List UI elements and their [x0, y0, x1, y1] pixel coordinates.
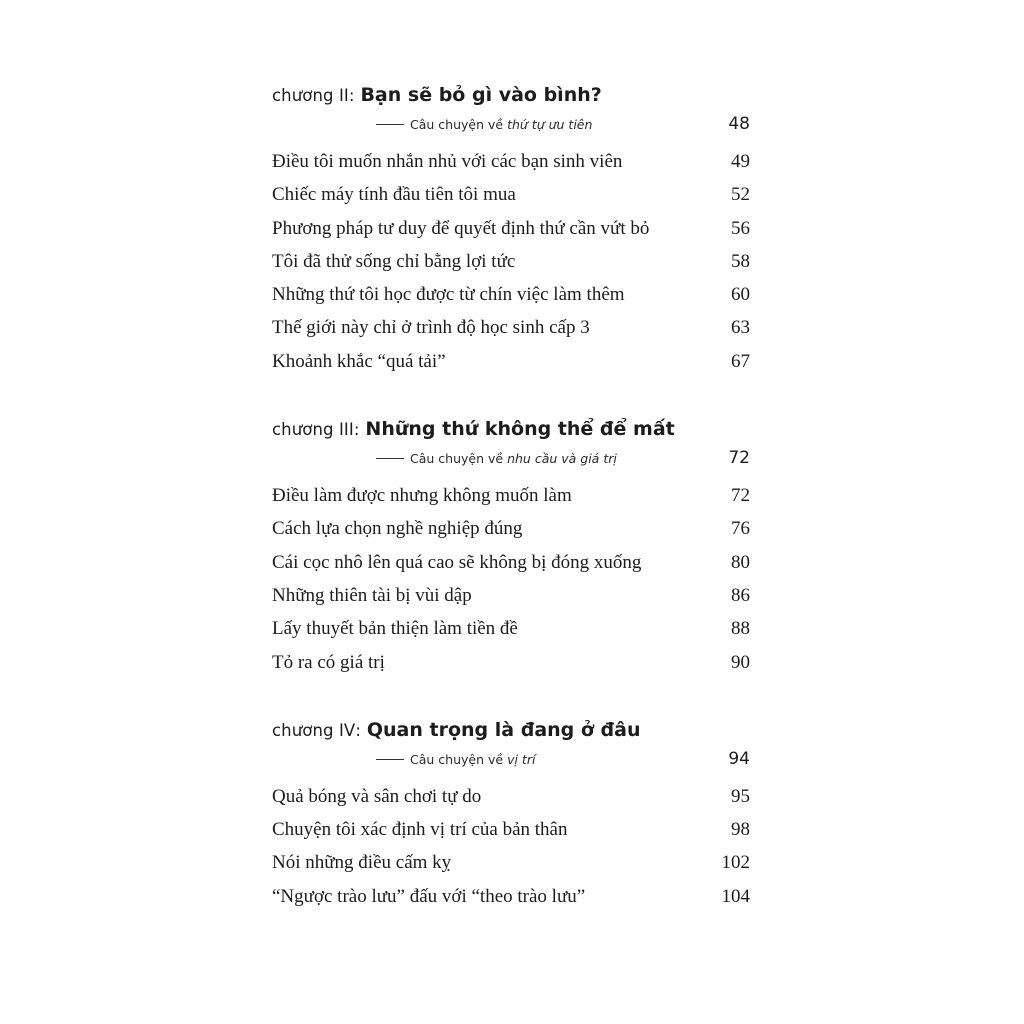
entry-page-number: 98 — [731, 819, 750, 841]
toc-entry — [272, 218, 750, 251]
entry-title: Nói những điều cấm kỵ — [272, 852, 452, 874]
chapter-section — [272, 418, 750, 685]
entry-title: Khoảnh khắc “quá tải” — [272, 350, 446, 372]
entry-title: Cách lựa chọn nghề nghiệp đúng — [272, 518, 523, 540]
chapter-subtitle-topic: thứ tự ưu tiên — [507, 117, 593, 132]
chapter-title: Những thứ không thể để mất — [365, 418, 675, 441]
toc-entry — [272, 786, 750, 819]
toc-entry — [272, 819, 750, 852]
em-dash-rule — [376, 458, 404, 459]
toc-entry — [272, 184, 750, 217]
entry-title: Phương pháp tư duy để quyết định thứ cần vứt bỏ — [272, 217, 650, 239]
chapter-page-number: 94 — [728, 748, 750, 769]
chapter-heading — [272, 418, 750, 448]
chapter-colon: : — [353, 420, 360, 440]
entry-title: Quả bóng và sân chơi tự do — [272, 785, 482, 807]
entry-title: Điều làm được nhưng không muốn làm — [272, 485, 572, 507]
toc-entry — [272, 618, 750, 651]
entry-page-number: 88 — [731, 618, 750, 640]
toc-entry — [272, 284, 750, 317]
entry-title: Những thứ tôi học được từ chín việc làm thêm — [272, 284, 625, 306]
toc-entry — [272, 151, 750, 184]
toc-entry — [272, 552, 750, 585]
chapter-subtitle-topic: nhu cầu và giá trị — [507, 451, 617, 467]
entry-page-number: 76 — [731, 518, 750, 540]
chapter-section — [272, 719, 750, 919]
entry-title: Tỏ ra có giá trị — [272, 651, 385, 673]
chapter-heading — [272, 84, 750, 114]
chapter-section — [272, 84, 750, 384]
table-of-contents — [272, 84, 750, 919]
em-dash-rule — [376, 124, 404, 125]
toc-entry — [272, 886, 750, 919]
entry-page-number: 102 — [721, 852, 750, 874]
chapter-label: chương III — [272, 420, 354, 440]
chapter-subtitle-row — [272, 114, 750, 146]
toc-entry — [272, 251, 750, 284]
chapter-subtitle-prefix: Câu chuyện về — [410, 451, 504, 467]
entry-page-number: 86 — [731, 584, 750, 606]
chapter-label: chương II — [272, 86, 349, 105]
toc-entry — [272, 852, 750, 885]
em-dash-rule — [376, 759, 404, 760]
toc-entry — [272, 518, 750, 551]
entry-title: Những thiên tài bị vùi dập — [272, 584, 472, 606]
entry-title: Cái cọc nhô lên quá cao sẽ không bị đóng xuống — [272, 551, 642, 573]
chapter-title: Quan trọng là đang ở đâu — [366, 718, 641, 741]
chapter-page-number: 48 — [728, 114, 750, 134]
toc-entry — [272, 652, 750, 685]
entry-page-number: 56 — [731, 217, 750, 239]
entry-page-number: 49 — [731, 151, 750, 172]
entry-title: “Ngược trào lưu” đấu với “theo trào lưu” — [272, 885, 586, 907]
entry-page-number: 104 — [721, 885, 750, 907]
entry-page-number: 80 — [731, 551, 750, 573]
chapter-title: Bạn sẽ bỏ gì vào bình? — [360, 84, 602, 106]
chapter-subtitle-row — [272, 749, 750, 781]
chapter-subtitle-topic: vị trí — [507, 751, 536, 767]
entry-page-number: 58 — [731, 250, 750, 272]
entry-page-number: 90 — [731, 651, 750, 673]
toc-entry — [272, 351, 750, 384]
chapter-subtitle-prefix: Câu chuyện về — [410, 117, 504, 132]
chapter-subtitle-row — [272, 448, 750, 480]
entry-title: Lấy thuyết bản thiện làm tiền đề — [272, 618, 518, 640]
entry-title: Chuyện tôi xác định vị trí của bản thân — [272, 819, 568, 841]
toc-entry — [272, 485, 750, 518]
entry-page-number: 95 — [731, 785, 750, 807]
chapter-colon: : — [355, 720, 361, 740]
chapter-label: chương IV — [272, 720, 356, 740]
chapter-heading — [272, 719, 750, 749]
entry-title: Điều tôi muốn nhắn nhủ với các bạn sinh viên — [272, 151, 623, 172]
entry-page-number: 72 — [731, 485, 750, 507]
entry-page-number: 60 — [731, 284, 750, 306]
entry-title: Thế giới này chỉ ở trình độ học sinh cấp 3 — [272, 317, 590, 339]
chapter-colon: : — [348, 86, 355, 105]
entry-page-number: 63 — [731, 317, 750, 339]
entry-list — [272, 151, 750, 384]
toc-entry — [272, 317, 750, 350]
entry-list — [272, 485, 750, 685]
entry-title: Tôi đã thử sống chỉ bằng lợi tức — [272, 250, 516, 272]
entry-title: Chiếc máy tính đầu tiên tôi mua — [272, 184, 516, 206]
chapter-subtitle-prefix: Câu chuyện về — [410, 751, 504, 767]
entry-page-number: 52 — [731, 184, 750, 206]
chapter-page-number: 72 — [728, 448, 750, 469]
entry-list — [272, 786, 750, 919]
entry-page-number: 67 — [731, 350, 750, 372]
toc-entry — [272, 585, 750, 618]
